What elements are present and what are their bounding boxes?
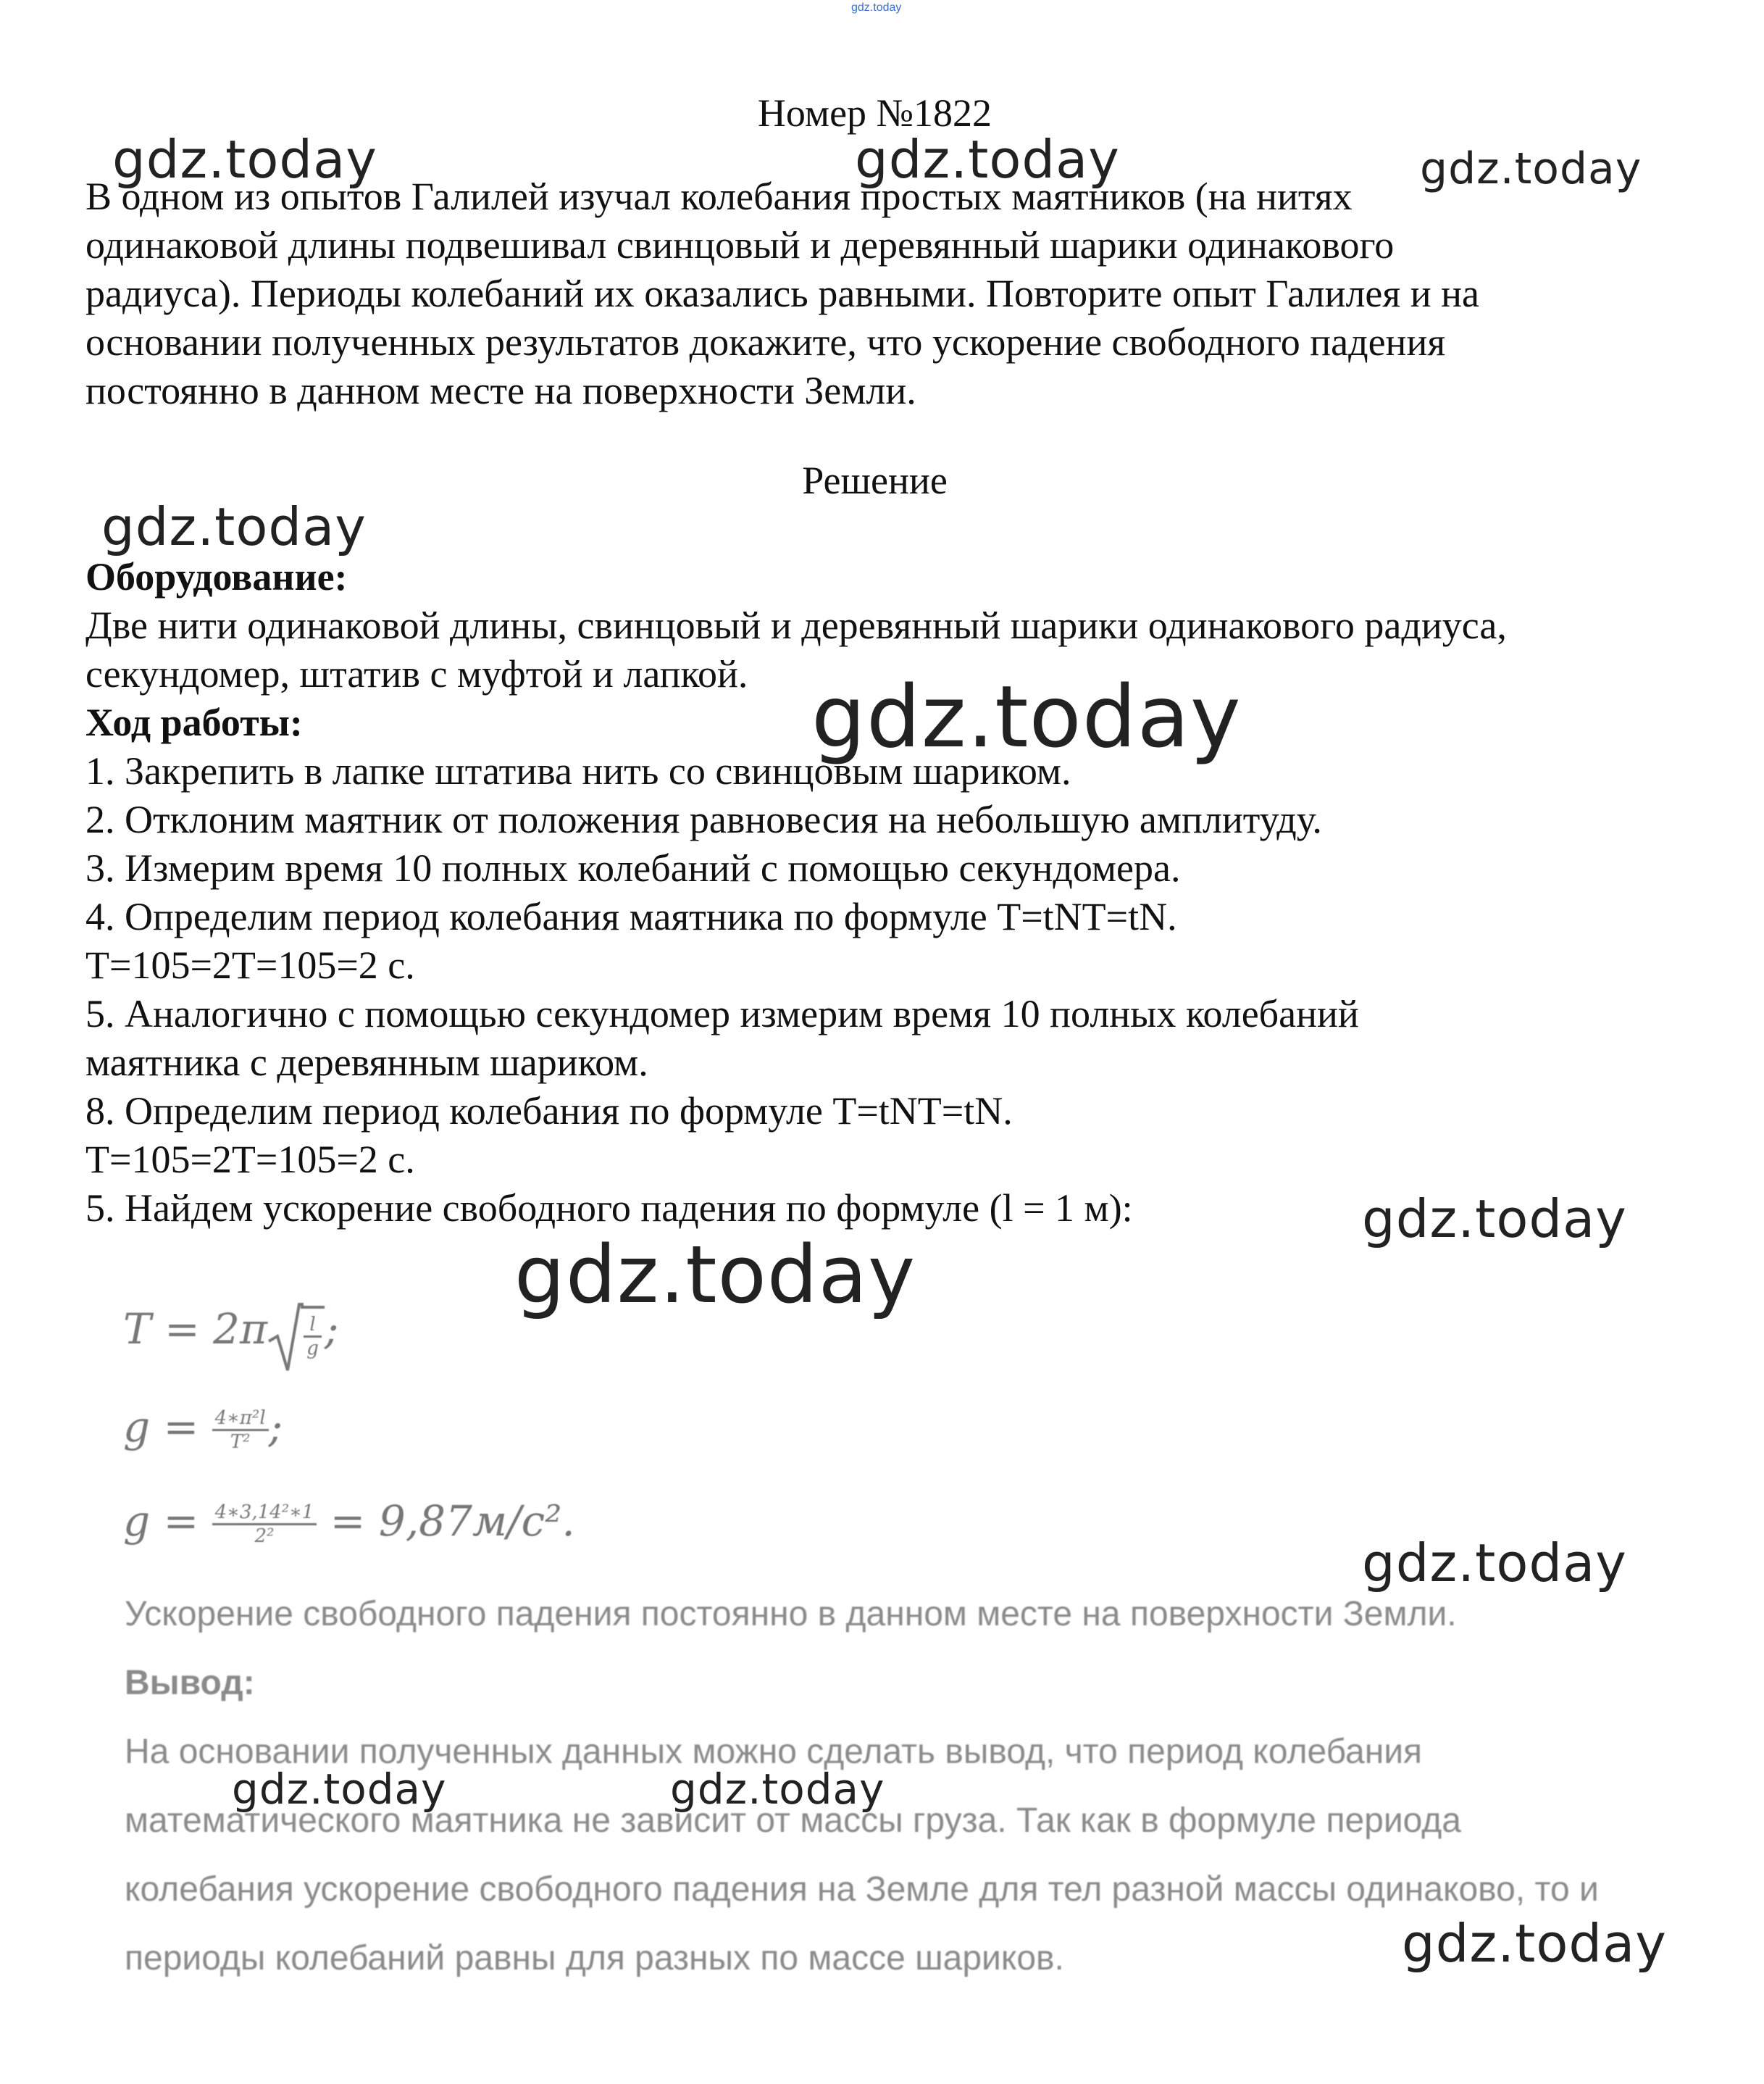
task-line: основании полученных результатов докажите, что ускорение свободного падения — [85, 320, 1446, 364]
procedure-step: 8. Определим период колебания по формуле T=tNT=tN. — [85, 1089, 1013, 1133]
equipment-heading: Оборудование: — [85, 555, 348, 599]
task-line: радиуса). Периоды колебаний их оказались равными. Повторите опыт Галилея и на — [85, 272, 1479, 315]
procedure-step: T=105=2T=105=2 с. — [85, 943, 415, 987]
fraction-numerator: 4∗3,14²∗1 — [212, 1501, 317, 1525]
formula-lhs: g = — [123, 1496, 199, 1546]
procedure-heading: Ход работы: — [85, 701, 303, 744]
procedure-step: 2. Отклоним маятник от положения равновесия на небольшую амплитуду. — [85, 798, 1322, 841]
watermark: gdz.today — [1402, 1913, 1667, 1974]
formula-g-general — [123, 1402, 283, 1453]
fraction — [304, 1314, 322, 1359]
fraction — [212, 1501, 317, 1547]
watermark: gdz.today — [514, 1228, 916, 1321]
procedure-step: маятника с деревянным шариком. — [85, 1041, 648, 1084]
page-title: Номер №1822 — [757, 91, 992, 135]
watermark: gdz.today — [1420, 143, 1642, 194]
procedure-step: T=105=2T=105=2 с. — [85, 1138, 415, 1181]
watermark: gdz.today — [1362, 1188, 1627, 1249]
watermark: gdz.today — [855, 129, 1120, 190]
watermark: gdz.today — [670, 1764, 885, 1814]
watermark: gdz.today — [232, 1764, 447, 1814]
conclusion-line: математического маятника не зависит от массы груза. Так как в формуле периода — [125, 1801, 1461, 1840]
fraction-numerator: l — [304, 1314, 322, 1338]
conclusion-line: На основании полученных данных можно сделать вывод, что период колебания — [125, 1733, 1423, 1771]
fraction-denominator: 2² — [254, 1525, 275, 1548]
solution-title: Решение — [802, 459, 948, 502]
conclusion-heading: Вывод: — [125, 1664, 255, 1702]
formula-lhs: g = — [123, 1402, 199, 1451]
conclusion-line: периоды колебаний равны для разных по массе шариков. — [125, 1939, 1064, 1977]
conclusion-line: колебания ускорение свободного падения на Земле для тел разной массы одинаково, то и — [125, 1870, 1599, 1909]
task-line: постоянно в данном месте на поверхности Земли. — [85, 369, 916, 412]
top-watermark: gdz.today — [851, 1, 902, 14]
procedure-step: 5. Аналогично с помощью секундомер измерим время 10 полных колебаний — [85, 992, 1359, 1035]
radical-icon — [267, 1301, 304, 1374]
watermark: gdz.today — [811, 667, 1242, 767]
formula-result: = 9,87м/с². — [330, 1496, 575, 1546]
fraction — [212, 1407, 269, 1453]
fraction-denominator: g — [306, 1338, 319, 1360]
formula-g-value — [123, 1496, 575, 1547]
task-text — [85, 172, 1479, 415]
watermark: gdz.today — [101, 496, 367, 557]
formula-end: ; — [268, 1402, 283, 1451]
fraction-numerator: 4∗π²l — [212, 1407, 269, 1431]
formula-period — [123, 1304, 338, 1359]
watermark: gdz.today — [1362, 1533, 1627, 1593]
procedure-step: 5. Найдем ускорение свободного падения по формуле (l = 1 м): — [85, 1186, 1133, 1230]
equipment-line: секундомер, штатив с муфтой и лапкой. — [85, 652, 748, 696]
procedure-step: 4. Определим период колебания маятника по формуле T=tNT=tN. — [85, 895, 1177, 938]
sqrt-symbol — [267, 1306, 325, 1359]
fraction-denominator: T² — [230, 1431, 251, 1454]
task-line: одинаковой длины подвешивал свинцовый и деревянный шарики одинакового — [85, 223, 1395, 267]
watermark: gdz.today — [112, 129, 377, 190]
formula-end: ; — [324, 1304, 339, 1354]
task-line: В одном из опытов Галилей изучал колебания простых маятников (на нитях — [85, 175, 1353, 218]
procedure-step: 3. Измерим время 10 полных колебаний с помощью секундомера. — [85, 846, 1181, 890]
equipment-line: Две нити одинаковой длины, свинцовый и деревянный шарики одинакового радиуса, — [85, 604, 1507, 647]
procedure-step: 1. Закрепить в лапке штатива нить со свинцовым шариком. — [85, 749, 1071, 793]
formula-lhs: T = 2π — [123, 1304, 268, 1354]
conclusion-statement: Ускорение свободного падения постоянно в данном месте на поверхности Земли. — [125, 1595, 1457, 1633]
